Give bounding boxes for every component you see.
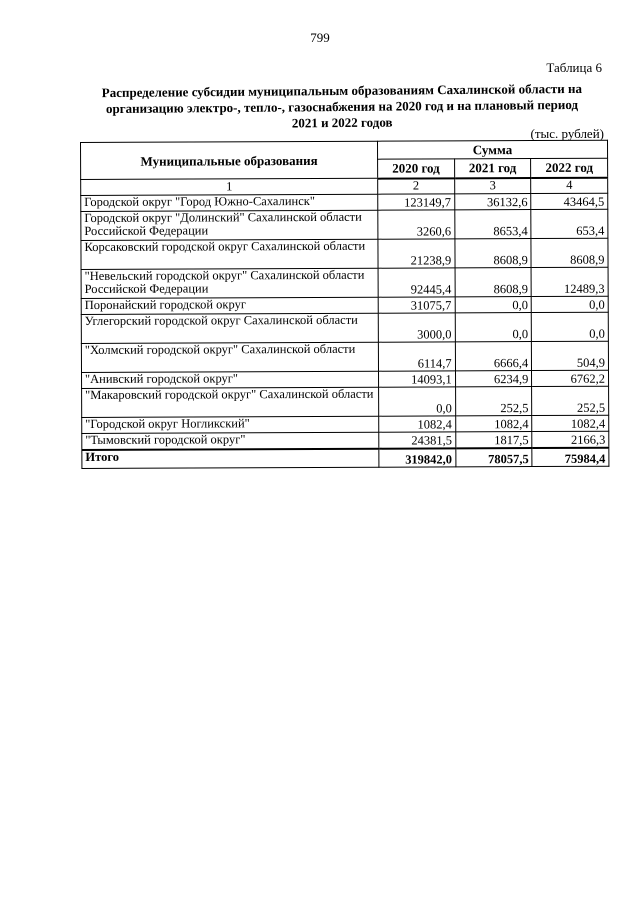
table-title: Распределение субсидии муниципальным образованиям Сахалинской области на организацию электро-, тепло-, газоснабжения на 2020 год и на плановый период 2021 и 2022 годов xyxy=(101,80,583,131)
value-2020: 3000,0 xyxy=(378,312,455,341)
value-2021: 8608,9 xyxy=(455,238,532,267)
value-2021: 6234,9 xyxy=(455,370,532,386)
value-2020: 24381,5 xyxy=(379,431,456,448)
value-2022: 43464,5 xyxy=(531,193,608,209)
value-2020: 3260,6 xyxy=(378,209,455,238)
index-cell: 1 xyxy=(81,178,378,195)
value-2022: 2166,3 xyxy=(532,431,609,448)
column-header-2022: 2022 год xyxy=(531,158,608,178)
total-2022: 75984,4 xyxy=(532,447,609,466)
value-2021: 8608,9 xyxy=(455,267,532,296)
units-label: (тыс. рублей) xyxy=(530,126,604,141)
municipality-name: "Тымовский городской округ" xyxy=(82,432,379,450)
column-header-sum: Сумма xyxy=(377,140,607,159)
subsidy-table xyxy=(80,140,609,469)
value-2022: 12489,3 xyxy=(531,267,608,296)
municipality-name: Углегорский городской округ Сахалинской области xyxy=(81,313,378,343)
value-2022: 504,9 xyxy=(532,341,609,370)
value-2021: 8653,4 xyxy=(454,209,531,238)
table-row xyxy=(81,341,608,372)
value-2020: 1082,4 xyxy=(379,415,456,431)
value-2020: 31075,7 xyxy=(378,296,455,312)
value-2021: 1817,5 xyxy=(455,431,532,448)
value-2022: 252,5 xyxy=(532,386,609,415)
table-row xyxy=(81,312,608,343)
index-cell: 3 xyxy=(454,178,531,194)
municipality-name: "Макаровский городской округ" Сахалинской области xyxy=(82,387,379,417)
total-label: Итого xyxy=(82,448,379,468)
value-2022: 6762,2 xyxy=(532,370,609,386)
value-2022: 653,4 xyxy=(531,209,608,238)
municipality-name: "Анивский городской округ" xyxy=(82,371,379,388)
municipality-name: Городской округ "Город Южно-Сахалинск" xyxy=(81,194,378,211)
value-2021: 0,0 xyxy=(455,296,532,312)
municipality-name: Корсаковский городской округ Сахалинской области xyxy=(81,239,378,269)
table-label: Таблица 6 xyxy=(546,60,602,75)
value-2021: 1082,4 xyxy=(455,415,532,431)
column-header-2020: 2020 год xyxy=(378,159,455,179)
column-header-2021: 2021 год xyxy=(454,158,531,178)
value-2021: 36132,6 xyxy=(454,193,531,209)
column-header-municipality: Муниципальные образования xyxy=(81,141,378,179)
municipality-name: Поронайский городской округ xyxy=(81,297,378,314)
index-cell: 2 xyxy=(378,178,455,194)
page-number: 799 xyxy=(310,30,330,45)
value-2022: 8608,9 xyxy=(531,238,608,267)
table-row xyxy=(81,209,608,240)
value-2020: 0,0 xyxy=(379,386,456,415)
municipality-name: Городской округ "Долинский" Сахалинской области Российской Федерации xyxy=(81,210,378,240)
municipality-name: "Холмский городской округ" Сахалинской области xyxy=(81,342,378,372)
value-2020: 123149,7 xyxy=(378,193,455,209)
value-2020: 21238,9 xyxy=(378,238,455,267)
value-2021: 252,5 xyxy=(455,386,532,415)
total-row xyxy=(82,447,609,468)
table-row xyxy=(81,238,608,269)
table-row xyxy=(81,267,608,298)
municipality-name: "Невельский городской округ" Сахалинской области Российской Федерации xyxy=(81,268,378,298)
value-2020: 6114,7 xyxy=(378,341,455,370)
value-2022: 0,0 xyxy=(531,296,608,312)
value-2021: 0,0 xyxy=(455,312,532,341)
value-2022: 0,0 xyxy=(532,312,609,341)
index-cell: 4 xyxy=(531,177,608,193)
value-2020: 14093,1 xyxy=(379,370,456,386)
municipality-name: "Городской округ Ногликский" xyxy=(82,416,379,433)
table-row xyxy=(82,386,609,417)
value-2022: 1082,4 xyxy=(532,415,609,431)
value-2021: 6666,4 xyxy=(455,341,532,370)
value-2020: 92445,4 xyxy=(378,267,455,296)
total-2020: 319842,0 xyxy=(379,448,456,467)
total-2021: 78057,5 xyxy=(455,448,532,467)
